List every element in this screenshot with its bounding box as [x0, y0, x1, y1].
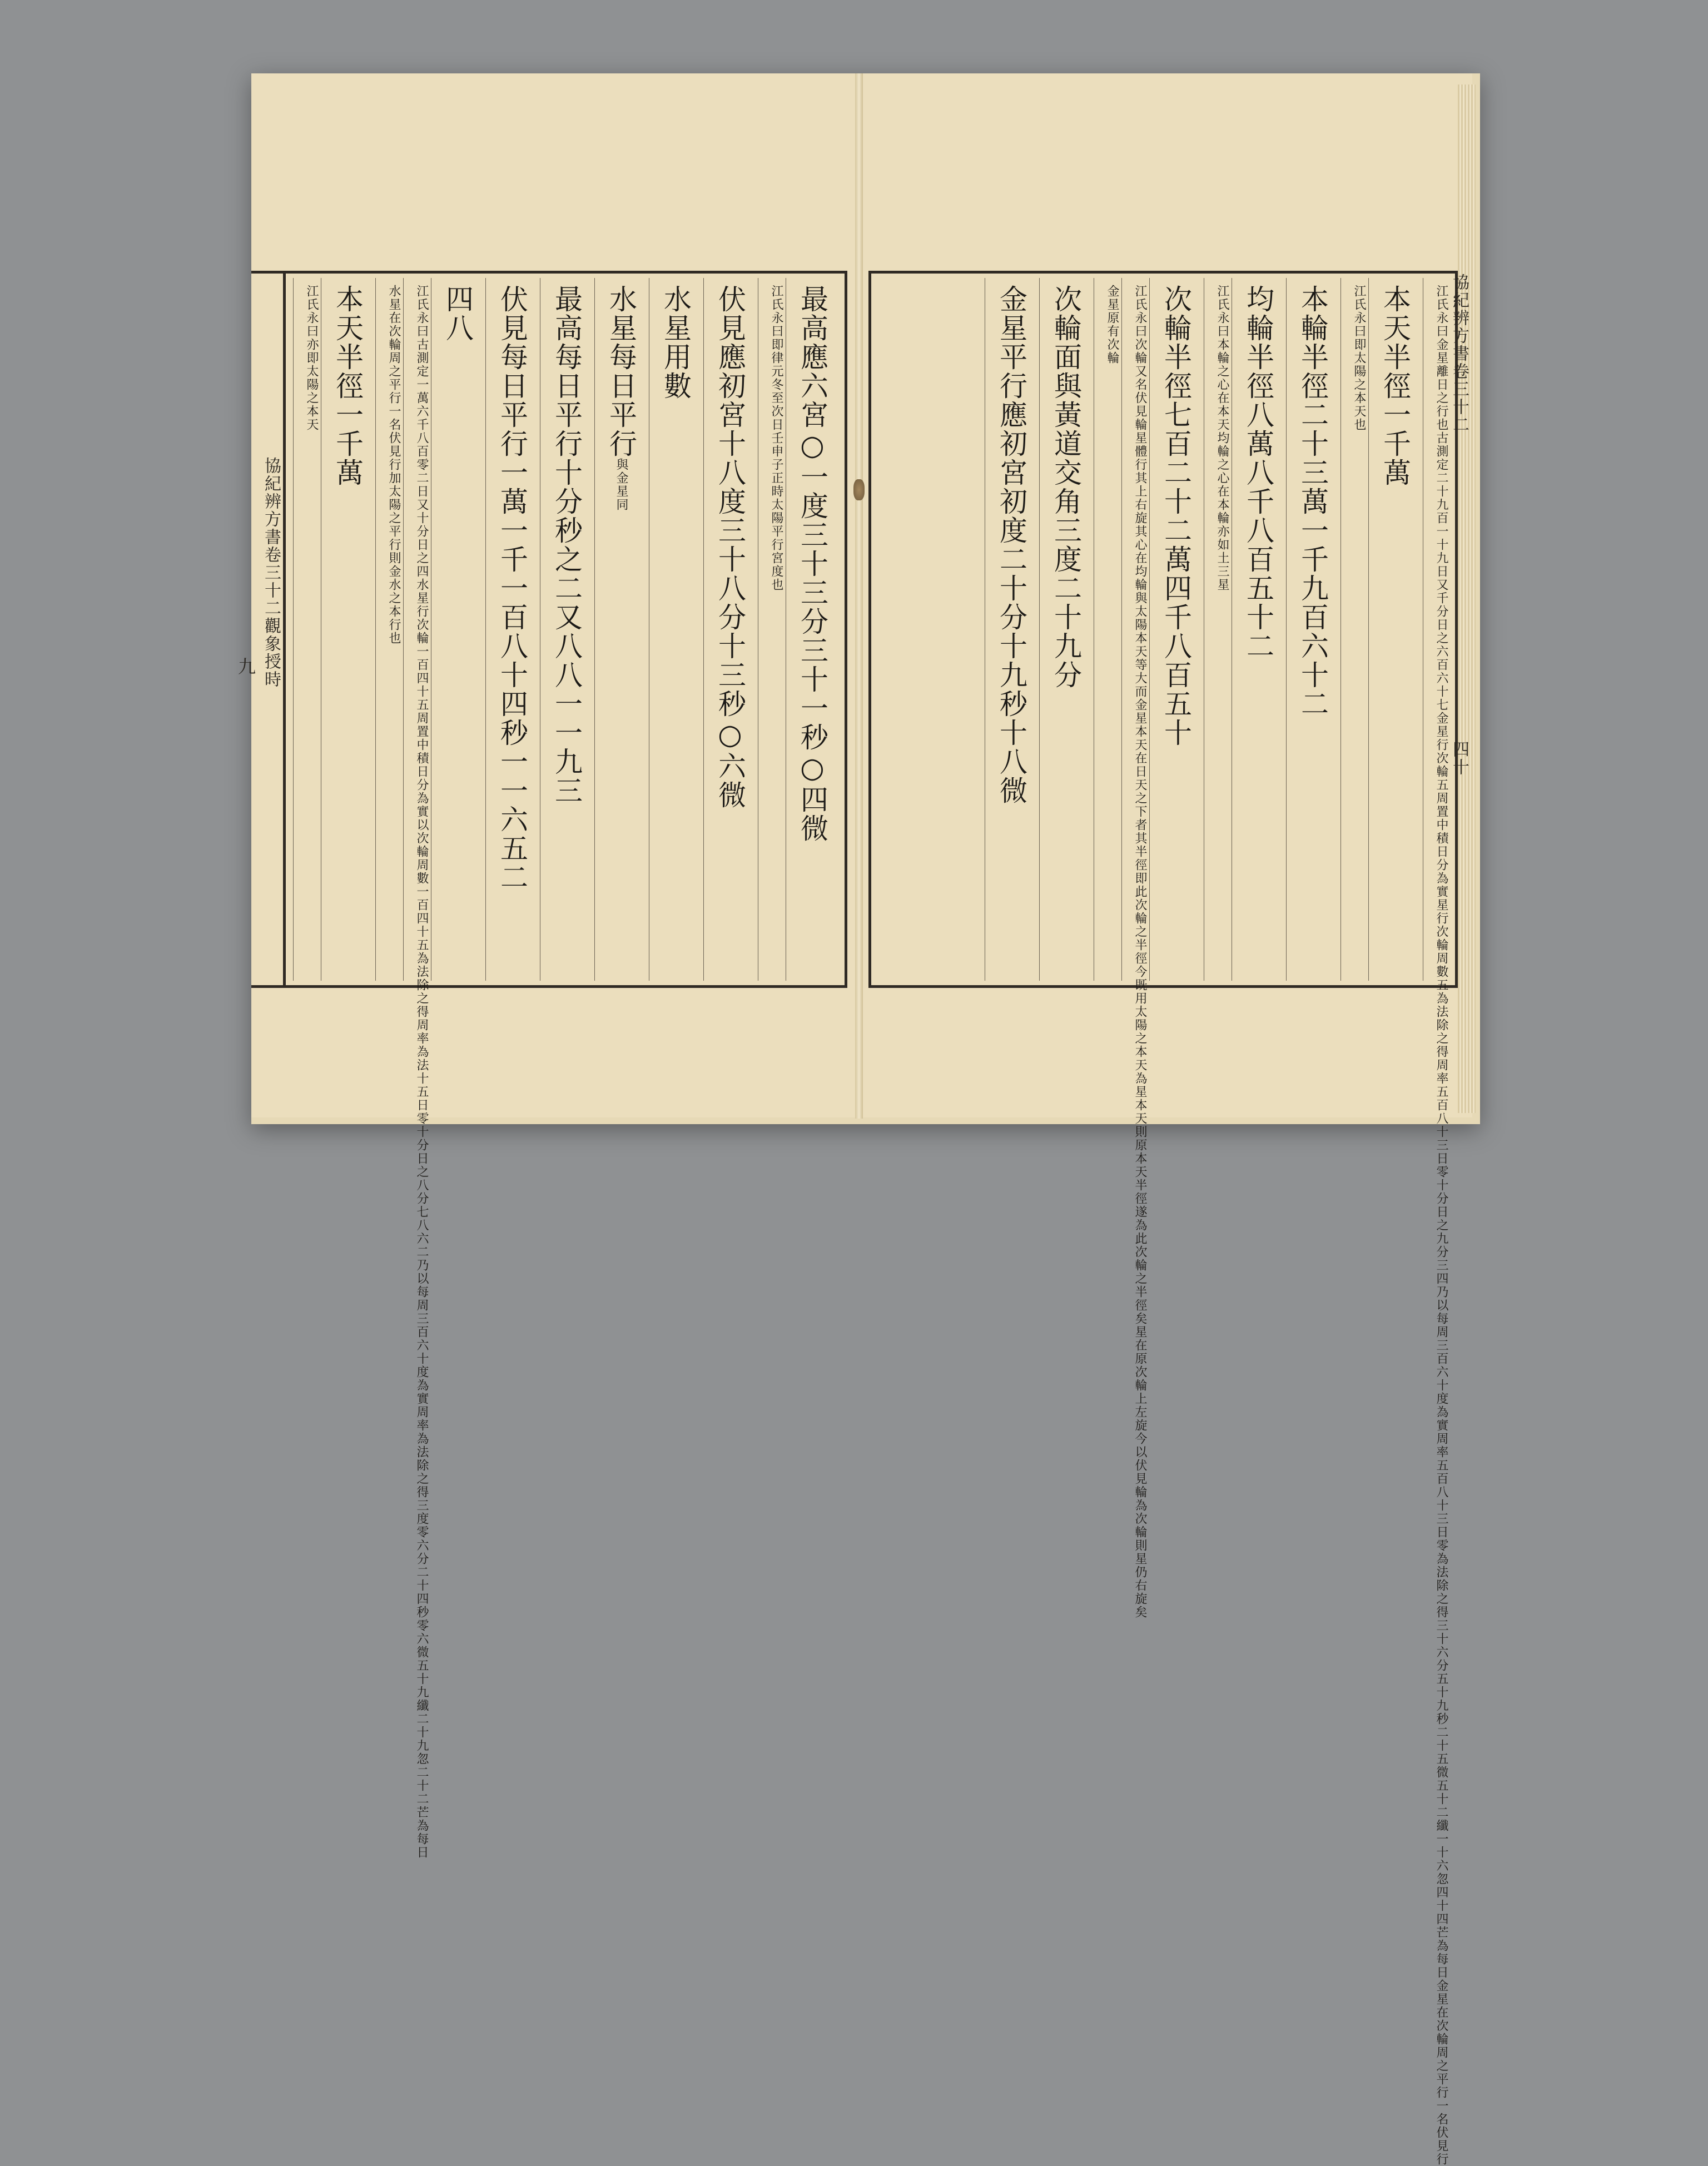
book-gutter [855, 73, 863, 1119]
column-text: 江氏永曰次輪又名伏見輪星體行其上右旋其心在均輪與太陽本天等大而金星本天在日天之下者其半徑即此次輪之半徑今既用太陽之本天為星本天則原本天半徑遂為此次輪之半徑矣星在原次輪上左旋今以伏見輪為次輪則星仍右旋矣 [1133, 285, 1147, 1619]
column-text: 江氏永曰古測定一萬六千八百零二日又十分日之四水星行次輪一百四十五周置中積日分為實以次輪周數一百四十五為法除之得周率為法十五日零十分日之八分七八六二乃以每周三百六十度為實周率為法除之得三度零六分二十四秒零六微五十九纖二十九忽二十二芒為每日 [415, 285, 429, 1859]
left-commentary-column [293, 278, 321, 981]
right-columns [876, 278, 1451, 2166]
column-text: 江氏永曰即太陽之本天也 [1352, 285, 1366, 431]
open-book [235, 73, 1480, 2166]
right-main-text-column [1232, 278, 1286, 981]
right-commentary-column [1204, 278, 1232, 981]
left-margin-strip [235, 271, 286, 988]
left-main-text-column [786, 278, 840, 981]
left-main-text-column [431, 278, 485, 981]
left-main-text-column [485, 278, 540, 981]
column-text: 金星平行應初宮初度二十分十九秒十八微 [995, 285, 1027, 805]
left-columns [290, 278, 840, 1859]
left-text-frame [286, 271, 847, 1859]
page-edges [1458, 85, 1476, 1113]
left-commentary-column [758, 278, 786, 981]
margin-page-number: 九 [235, 657, 256, 676]
column-text: 本天半徑一千萬 [331, 285, 364, 487]
binding-thread [853, 479, 865, 500]
column-text: 均輪半徑八萬八千八百五十二 [1242, 285, 1274, 660]
column-text: 四八 [441, 285, 474, 342]
column-text: 次輪半徑七百二十二萬四千八百五十 [1160, 285, 1192, 747]
left-main-text-column [594, 278, 649, 981]
column-text: 次輪面與黃道交角三度二十九分 [1050, 285, 1082, 689]
left-commentary-column [375, 278, 403, 981]
right-edge-page-number: 四十 [1449, 741, 1469, 776]
right-commentary-column [1094, 278, 1121, 981]
left-main-text-column [703, 278, 758, 981]
left-main-text-column [321, 278, 375, 981]
right-main-text-column [1149, 278, 1204, 981]
margin-title: 協紀辨方書卷三十二觀象授時 [261, 457, 281, 688]
right-main-text-column [1039, 278, 1094, 981]
right-text-frame [868, 271, 1458, 2166]
column-text: 金星原有次輪 [1105, 285, 1119, 365]
column-text: 本天半徑一千萬 [1379, 285, 1411, 487]
column-text: 最高每日平行十分秒之二又八八一一九三 [550, 285, 583, 805]
left-main-text-column [540, 278, 594, 981]
right-commentary-column [1340, 278, 1368, 981]
right-main-text-column [1286, 278, 1340, 981]
left-main-text-column [649, 278, 703, 981]
right-commentary-column [1121, 278, 1149, 1619]
inline-gloss: 與金星同 [614, 458, 628, 511]
column-text: 水星每日平行 [605, 285, 637, 458]
column-text: 江氏永曰金星離日之行也古測定二十九百一十九日又千分日之六百六十七金星行次輪五周置中積日分為實星行次輪周數五為法除之得周率五百八十三日零十分日之九分三四乃以每周三百六十度為實周率五百八十三日零為法除之得三十六分五十九秒二十五微五十二纖一十六忽四十四芒為每日金星在次輪周之平行一名伏見行 [1434, 285, 1448, 2166]
column-text: 本輪半徑二十三萬一千九百六十二 [1297, 285, 1329, 718]
column-text: 江氏永曰即律元冬至次日壬申子正時太陽平行宮度也 [769, 285, 783, 592]
column-text: 最高應六宮○一度三十三分三十一秒○四微 [796, 285, 828, 843]
left-commentary-column [403, 278, 431, 1859]
column-text: 水星在次輪周之平行一名伏見行加太陽之平行則金水之本行也 [387, 285, 401, 645]
column-text: 伏見每日平行一萬一千一百八十四秒一一六五二 [496, 285, 528, 892]
right-edge-header: 協紀辨方書卷三十二 [1449, 274, 1469, 434]
column-text: 水星用數 [659, 285, 692, 400]
right-main-text-column [985, 278, 1039, 981]
column-text: 江氏永曰亦即太陽之本天 [305, 285, 319, 431]
right-main-text-column [1368, 278, 1423, 981]
column-text: 伏見應初宮十八度三十八分十三秒○六微 [714, 285, 746, 809]
column-text: 江氏永曰本輪之心在本天均輪之心在本輪亦如土三星 [1215, 285, 1229, 592]
